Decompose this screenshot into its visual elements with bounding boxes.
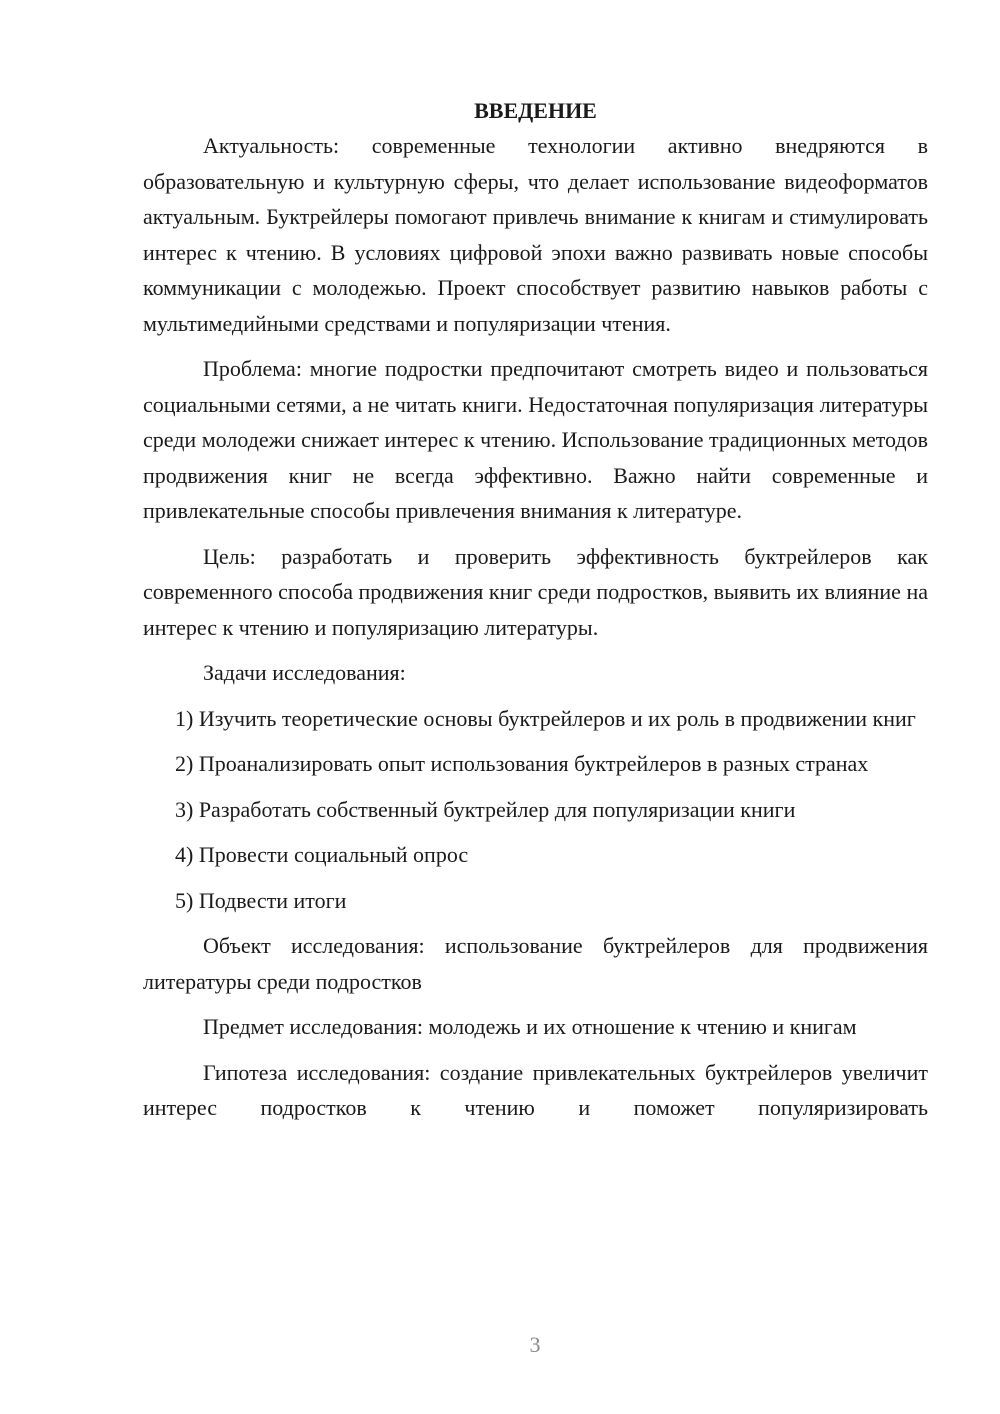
paragraph-goal: Цель: разработать и проверить эффективность буктрейлеров как современного способа продвижения книг среди подростков, выявить их влияние на интерес к чтению и популяризацию литературы. bbox=[143, 543, 928, 640]
paragraph-hypothesis: Гипотеза исследования: создание привлекательных буктрейлеров увеличит интерес подростков к чтению и поможет популяризировать bbox=[143, 1059, 928, 1120]
tasks-heading: Задачи исследования: bbox=[203, 660, 406, 685]
task-item-1: 1) Изучить теоретические основы буктрейлеров и их роль в продвижении книг bbox=[175, 705, 916, 731]
page-number: 3 bbox=[529, 1332, 541, 1357]
task-item-2: 2) Проанализировать опыт использования буктрейлеров в разных странах bbox=[175, 751, 869, 776]
paragraph-problem: Проблема: многие подростки предпочитают смотреть видео и пользоваться социальными сетями, а не читать книги. Недостаточная популяризация литературы среди молодежи снижает интерес к чтению. Использование традиционных методов продвижения книг не всегда эффективно. Важно найти современные и привлекательные способы привлечения внимания к литературе. bbox=[143, 356, 928, 523]
paragraph-subject: Предмет исследования: молодежь и их отношение к чтению и книгам bbox=[203, 1014, 857, 1039]
page-title: ВВЕДЕНИЕ bbox=[474, 98, 597, 123]
task-item-5: 5) Подвести итоги bbox=[175, 887, 347, 913]
task-item-3: 3) Разработать собственный буктрейлер для популяризации книги bbox=[175, 796, 796, 822]
task-item-4: 4) Провести социальный опрос bbox=[175, 842, 469, 867]
paragraph-relevance: Актуальность: современные технологии активно внедряются в образовательную и культурную сферы, что делает использование видеоформатов актуальным. Буктрейлеры помогают привлечь внимание к книгам и стимулировать интерес к чтению. В условиях цифровой эпохи важно развивать новые способы коммуникации с молодежью. Проект способствует развитию навыков работы с мультимедийными средствами и популяризации чтения. bbox=[143, 133, 928, 336]
paragraph-object: Объект исследования: использование буктрейлеров для продвижения литературы среди подростков bbox=[143, 933, 928, 994]
document-page bbox=[143, 93, 928, 1136]
